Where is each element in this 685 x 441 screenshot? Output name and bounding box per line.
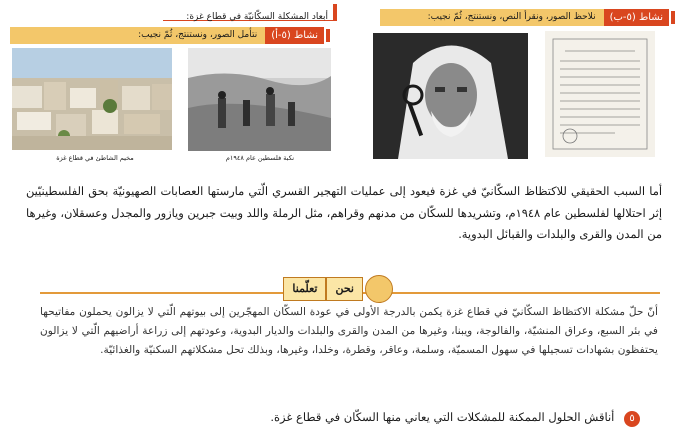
- activity-instruction-5b: نلاحظ الصور، ونقرأ النص، ونستنتج، ثُمّ نجيب:: [380, 9, 604, 26]
- document-photo: [545, 31, 655, 157]
- old-man-image: [373, 33, 528, 159]
- city-image: [12, 48, 172, 150]
- learned-label-learned: تعلّمنا: [283, 277, 326, 301]
- nakba-photo: [188, 48, 331, 151]
- learned-label-we: نحن: [326, 277, 363, 301]
- activity-bar-5b: [380, 9, 675, 26]
- deed-document-image: [545, 31, 655, 157]
- old-man-photo: [373, 33, 528, 159]
- dimension-title-box: [163, 4, 337, 21]
- learned-banner: [258, 276, 393, 302]
- refugees-image: [188, 48, 331, 151]
- question-text: أناقش الحلول الممكنة للمشكلات التي يعاني منها السكّان في قطاع غزة.: [270, 410, 615, 424]
- activity-tag-5b: نشاط (٥-ب): [604, 9, 669, 26]
- camp-caption: مخيم الشاطئ في قطاع غزة: [56, 154, 134, 162]
- activity-tag-5a: نشاط (٥-أ): [265, 27, 324, 44]
- activity-instruction-5a: نتأمل الصور، ونستنتج، ثُمّ نجيب:: [10, 27, 265, 44]
- discussion-question: [120, 410, 640, 427]
- activity-bar-5a: [10, 27, 330, 44]
- question-number-badge: ٥: [624, 411, 640, 427]
- scroll-mascot-icon: [365, 275, 393, 303]
- accent-stripe: [326, 29, 330, 42]
- nakba-caption: نكبة فلسطين عام ١٩٤٨م: [225, 154, 295, 162]
- accent-stripe: [671, 11, 675, 24]
- dimension-title: أبعاد المشكلة السكّانيّة في قطاع غزة:: [186, 12, 328, 22]
- cause-paragraph: أما السبب الحقيقي للاكتظاظ السكّانيّ في غزة فيعود إلى عمليات التهجير القسري الّتي مارستها العصابات الصهيونيّة بحق الفلسطينيّين إثر احتلالها لفلسطين عام ١٩٤٨م، وتشريدها للسكّان من مدنهم وقراهم، مثل الرملة واللد وبيت جبرين ويازور والمجدل وعسقلان، وغيرها من المدن والقرى والبلدات والقبائل البدوية.: [26, 184, 662, 241]
- camp-photo: [12, 48, 172, 150]
- learned-paragraph: أنّ حلّ مشكلة الاكتظاظ السكّانيّ في قطاع غزة يكمن بالدرجة الأولى في عودة السكّان المهجّرين إلى بيوتهم الّتي لا يزالون يحملون مفاتيحها في بئر السبع، وعراق المنشيّة، والفالوجة، ويبنا، وغيرها من المدن والقرى والبلدات والديار البدوية، وعودتهم إلى زراعة أراضيهم الّتي لا يزالون يحتفظون بشهادات تسجيلها في سهول المسميّة، وسلمة، وعاقر، وقطرة، وخلدا، وغيرها، وبذلك تحل مشكلاتهم السكنيّة والغذائيّة.: [40, 306, 658, 356]
